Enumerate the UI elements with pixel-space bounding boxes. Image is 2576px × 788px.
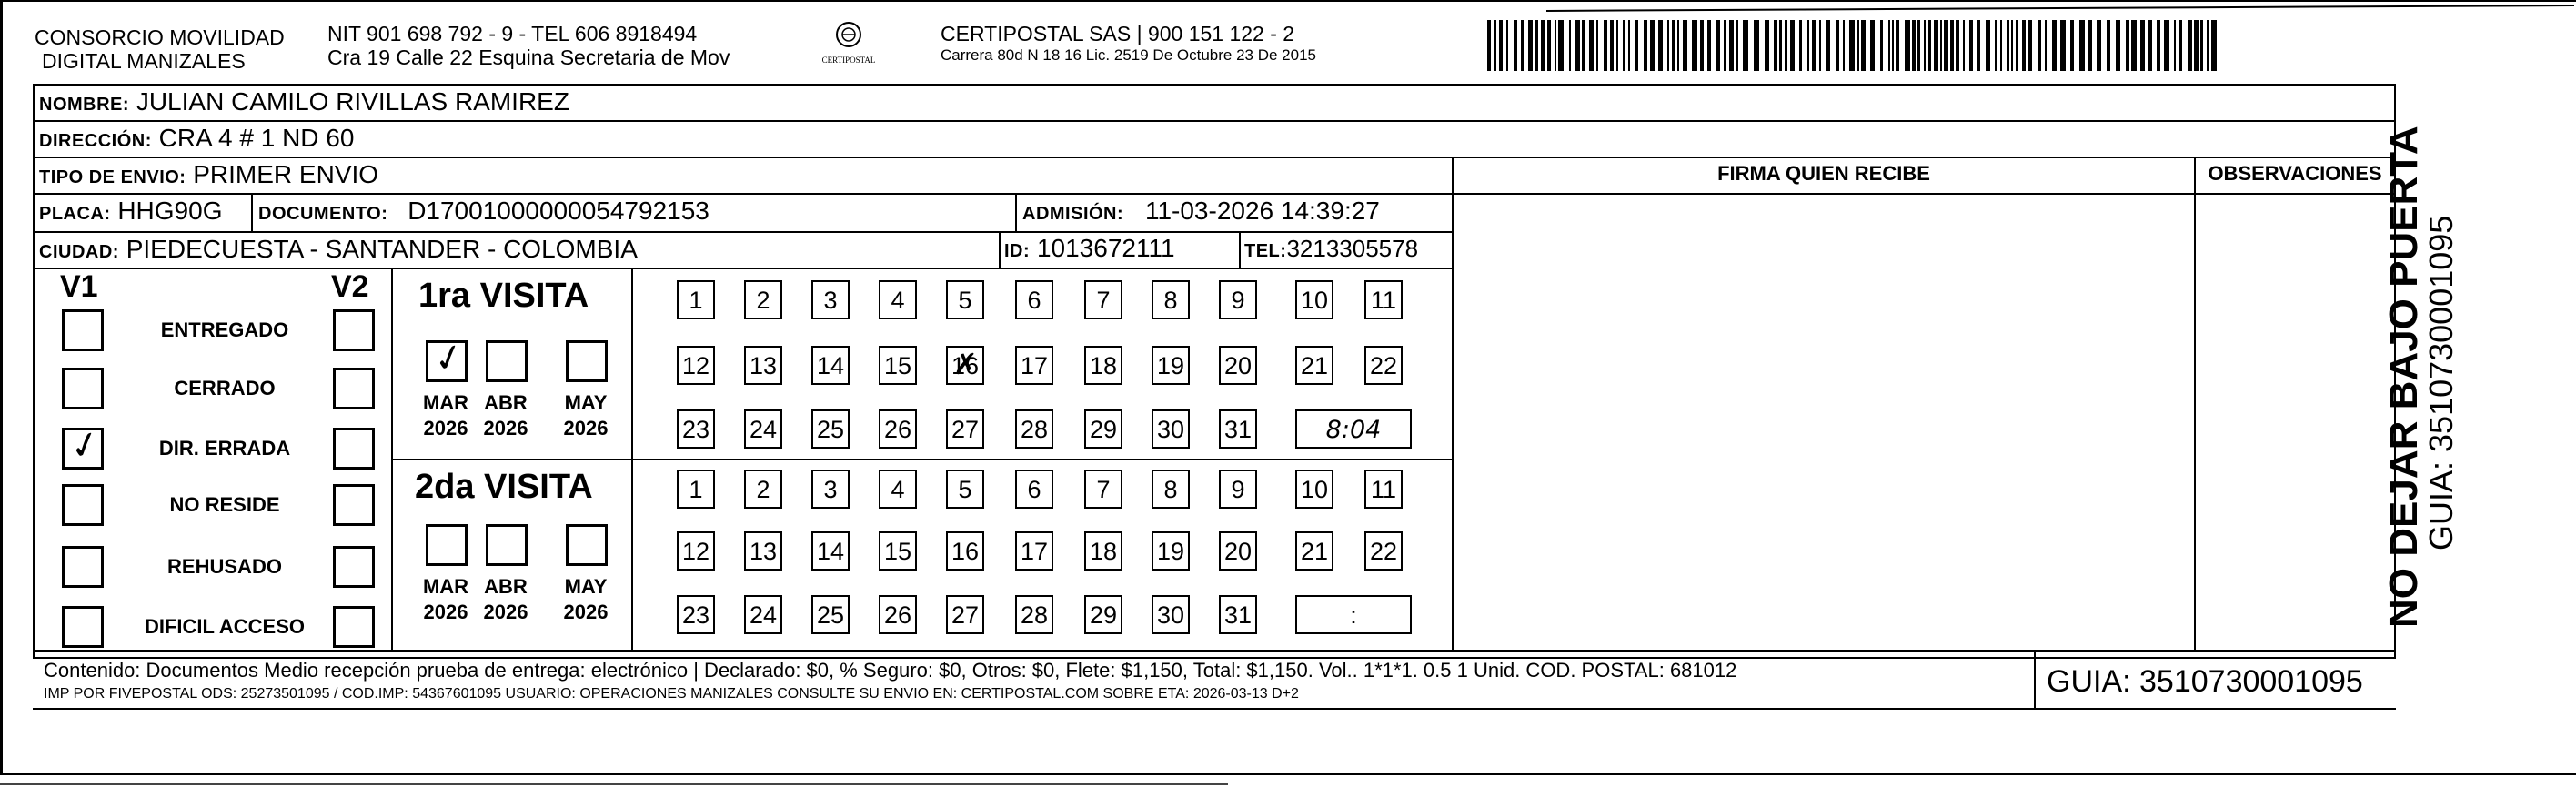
barcode-bar xyxy=(1924,20,1926,71)
certipostal-logo: CERTIPOSTAL xyxy=(817,20,880,65)
firma-area[interactable] xyxy=(1455,197,2192,650)
status-label: CERRADO xyxy=(174,377,276,399)
barcode-bar xyxy=(1826,20,1830,71)
barcode-bar xyxy=(2174,20,2176,71)
status-divider xyxy=(391,269,393,652)
admision-field: ADMISIÓN: 11-03-2026 14:39:27 xyxy=(1022,197,1380,225)
barcode-bar xyxy=(1672,20,1675,71)
barcode-bar xyxy=(1616,20,1618,71)
visita1-title: 1ra VISITA xyxy=(418,277,589,315)
visita2-day-box[interactable]: 7 xyxy=(1084,470,1122,509)
barcode-bar xyxy=(2070,20,2074,71)
visita2-day-box[interactable]: 29 xyxy=(1084,595,1122,634)
barcode-bar xyxy=(2000,20,2002,71)
barcode-bar xyxy=(1819,20,1821,71)
barcode-bar xyxy=(1912,20,1916,71)
visita1-day-box[interactable]: 7 xyxy=(1084,280,1122,319)
barcode-bar xyxy=(1729,20,1734,71)
barcode-bar xyxy=(1944,20,1948,71)
barcode-bar xyxy=(2157,20,2160,71)
barcode-bar xyxy=(2194,20,2199,71)
visita2-day-box[interactable]: 20 xyxy=(1219,531,1257,571)
barcode-bar xyxy=(1623,20,1625,71)
barcode-bar xyxy=(1765,20,1769,71)
barcode-bar xyxy=(1896,20,1899,71)
visita1-month-checkbox[interactable] xyxy=(426,340,468,382)
visita2-day-box[interactable]: 11 xyxy=(1364,470,1403,509)
visita1-year-label: 2026 xyxy=(563,417,609,439)
barcode-bar xyxy=(2131,20,2137,71)
visita1-day-box[interactable]: 6 xyxy=(1015,280,1053,319)
visita2-year-label: 2026 xyxy=(423,601,468,623)
barcode-bar xyxy=(1928,20,1931,71)
observaciones-area[interactable] xyxy=(2198,197,2392,650)
nombre-value: JULIAN CAMILO RIVILLAS RAMIREZ xyxy=(136,87,569,116)
visita2-day-box[interactable]: 21 xyxy=(1295,531,1333,571)
barcode-bar xyxy=(2022,20,2026,71)
v2-checkbox[interactable] xyxy=(333,309,375,351)
visita1-day-box[interactable]: 21 xyxy=(1295,346,1333,385)
status-label: DIFICIL ACCESO xyxy=(144,615,305,638)
visita1-day-box[interactable]: 24 xyxy=(744,409,782,449)
visita2-month-checkbox[interactable] xyxy=(486,524,528,566)
visita2-day-box[interactable]: 10 xyxy=(1295,470,1333,509)
v2-label: V2 xyxy=(331,269,369,304)
documento-value: D17001000000054792153 xyxy=(408,197,709,225)
visita2-day-box[interactable]: 22 xyxy=(1364,531,1403,571)
barcode-bar xyxy=(1610,20,1614,71)
barcode-bar xyxy=(1575,20,1580,71)
visita1-day-box[interactable]: 27 xyxy=(946,409,984,449)
visita1-day-box[interactable]: 10 xyxy=(1295,280,1333,319)
v2-checkbox[interactable] xyxy=(333,484,375,526)
no-dejar-bajo-puerta: NO DEJAR BAJO PUERTA xyxy=(2381,126,2426,628)
v2-checkbox[interactable] xyxy=(333,606,375,648)
barcode-bar xyxy=(1582,20,1585,71)
visita2-month-label: MAY xyxy=(564,575,608,598)
barcode-bar xyxy=(2011,20,2013,71)
tel-divider xyxy=(1239,233,1241,268)
visita1-day-box[interactable]: 14 xyxy=(811,346,850,385)
visita1-year-label: 2026 xyxy=(423,417,468,439)
visita2-day-box[interactable]: 26 xyxy=(879,595,917,634)
barcode-bar xyxy=(1650,20,1655,71)
barcode-bar xyxy=(2188,20,2192,71)
barcode-bar xyxy=(1555,20,1556,71)
barcode-bar xyxy=(1541,20,1545,71)
visita2-day-box[interactable]: 28 xyxy=(1015,595,1053,634)
barcode-bar xyxy=(2140,20,2145,71)
visita2-day-box[interactable]: 30 xyxy=(1152,595,1190,634)
visita1-month-checkbox[interactable] xyxy=(566,340,608,382)
barcode-bar xyxy=(1934,20,1938,71)
v1-checkbox[interactable] xyxy=(62,428,104,470)
barcode-bar xyxy=(2097,20,2101,71)
barcode-bar xyxy=(1774,20,1777,71)
placa-value: HHG90G xyxy=(117,197,223,225)
barcode-bar xyxy=(1785,20,1787,71)
visita1-month-checkbox[interactable] xyxy=(486,340,528,382)
visita1-day-box[interactable]: 16 ✗ xyxy=(946,346,984,385)
visita2-year-label: 2026 xyxy=(483,601,528,623)
visita2-month-checkbox[interactable] xyxy=(426,524,468,566)
row-nombre: NOMBRE: JULIAN CAMILO RIVILLAS RAMIREZ xyxy=(39,87,569,116)
tipo-value: PRIMER ENVIO xyxy=(193,160,379,188)
firma-column-divider xyxy=(1452,157,1454,652)
barcode-bar xyxy=(1861,20,1866,71)
barcode-bar xyxy=(1995,20,1997,71)
barcode-bar xyxy=(1892,20,1894,71)
visita1-day-box[interactable]: 12 xyxy=(677,346,715,385)
visita1-year-label: 2026 xyxy=(483,417,528,439)
v1-checkbox[interactable] xyxy=(62,484,104,526)
visita2-month-label: ABR xyxy=(484,575,528,598)
visita2-day-box[interactable]: 18 xyxy=(1084,531,1122,571)
barcode-bar xyxy=(1569,20,1571,71)
visita2-year-label: 2026 xyxy=(563,601,609,623)
visita1-day-box[interactable]: 26 xyxy=(879,409,917,449)
visita2-day-box[interactable]: 1 xyxy=(677,470,715,509)
barcode-bar xyxy=(2207,20,2209,71)
visita2-day-box[interactable]: 15 xyxy=(879,531,917,571)
visita2-day-box[interactable]: 27 xyxy=(946,595,984,634)
visita2-day-box[interactable]: 12 xyxy=(677,531,715,571)
barcode-bar xyxy=(1589,20,1594,71)
barcode-bar xyxy=(1604,20,1607,71)
barcode-bar xyxy=(1836,20,1839,71)
visita1-day-box[interactable]: 29 xyxy=(1084,409,1122,449)
visita1-day-box[interactable]: 15 xyxy=(879,346,917,385)
barcode-bar xyxy=(1888,20,1890,71)
barcode-bar xyxy=(1754,20,1759,71)
visita2-day-box[interactable]: 4 xyxy=(879,470,917,509)
tel-value: 3213305578 xyxy=(1286,235,1419,262)
visita1-day-box[interactable]: 3 xyxy=(811,280,850,319)
barcode-bar xyxy=(1963,20,1965,71)
barcode-bar xyxy=(2148,20,2152,71)
placa-divider xyxy=(251,195,253,231)
visita2-day-box[interactable]: 23 xyxy=(677,595,715,634)
barcode-bar xyxy=(2079,20,2085,71)
barcode-bar xyxy=(2038,20,2041,71)
visita1-day-box[interactable]: 17 xyxy=(1015,346,1053,385)
scan-bottom-smudge xyxy=(0,783,1228,785)
barcode-bar xyxy=(1596,20,1598,71)
barcode-bar xyxy=(2107,20,2110,71)
footer-contenido: Contenido: Documentos Medio recepción prueba de entrega: electrónico | Declarado: $0, % Seguro: $0, Otros: $0, Flete: $1,150, Total: $1,150. Vol.. 1*1*1. 0.5 1 Unid. COD. POSTAL: 681012 xyxy=(44,659,1737,682)
scan-top-border xyxy=(0,0,2576,2)
row-tipo: TIPO DE ENVIO: PRIMER ENVIO xyxy=(34,157,2395,191)
visita1-day-box[interactable]: 25 xyxy=(811,409,850,449)
visita-months-divider xyxy=(631,269,633,652)
barcode-bar xyxy=(1857,20,1859,71)
visita1-day-box[interactable]: 20 xyxy=(1219,346,1257,385)
barcode-bar xyxy=(1716,20,1720,71)
barcode-bar xyxy=(2007,20,2009,71)
barcode-bar xyxy=(1487,20,1491,71)
barcode-bar xyxy=(1658,20,1663,71)
visita2-day-box[interactable]: 16 xyxy=(946,531,984,571)
barcode-bar xyxy=(1677,20,1679,71)
barcode-bar xyxy=(1521,20,1524,71)
visita1-day-box[interactable]: 23 xyxy=(677,409,715,449)
v1-checkbox[interactable] xyxy=(62,368,104,409)
barcode-bar xyxy=(2116,20,2120,71)
visita1-day-box[interactable]: 5 xyxy=(946,280,984,319)
status-label: ENTREGADO xyxy=(160,318,289,341)
visita2-day-box[interactable]: 9 xyxy=(1219,470,1257,509)
barcode-bar xyxy=(1506,20,1508,71)
visita2-day-box[interactable]: 13 xyxy=(744,531,782,571)
visita2-day-box[interactable]: 6 xyxy=(1015,470,1053,509)
certipostal-logo-icon xyxy=(832,20,865,51)
barcode-bar xyxy=(1843,20,1845,71)
barcode-bar xyxy=(1635,20,1638,71)
barcode-bar xyxy=(1499,20,1503,71)
tel-field: TEL:3213305578 xyxy=(1244,235,1419,262)
visita1-day-box[interactable]: 22 xyxy=(1364,346,1403,385)
side-guia: GUIA: 3510730001095 xyxy=(2422,215,2460,551)
barcode-bar xyxy=(1683,20,1687,71)
visita1-day-box[interactable]: 28 xyxy=(1015,409,1053,449)
barcode-bar xyxy=(2164,20,2169,71)
firma-header-line xyxy=(1454,193,2394,195)
v2-checkbox[interactable] xyxy=(333,428,375,470)
visita1-day-box[interactable]: 31 xyxy=(1219,409,1257,449)
barcode-bar xyxy=(1807,20,1809,71)
barcode-bar xyxy=(1917,20,1920,71)
visita1-day-box[interactable]: 13 xyxy=(744,346,782,385)
barcode-bar xyxy=(1870,20,1875,71)
barcode-bar xyxy=(1790,20,1795,71)
visita2-day-box[interactable]: 2 xyxy=(744,470,782,509)
visita1-day-box[interactable]: 18 xyxy=(1084,346,1122,385)
barcode-bar xyxy=(1707,20,1711,71)
status-label: REHUSADO xyxy=(167,555,282,578)
barcode-bar xyxy=(1547,20,1551,71)
footer-imp: IMP POR FIVEPOSTAL ODS: 25273501095 / COD.IMP: 54367601095 USUARIO: OPERACIONES MANIZALES CONSULTE SU ENVIO EN: CERTIPOSTAL.COM SOBRE ETA: 2026-03-13 D+2 xyxy=(44,686,1299,702)
ciudad-value: PIEDECUESTA - SANTANDER - COLOMBIA xyxy=(126,235,638,263)
v1-label: V1 xyxy=(60,269,98,304)
observaciones-label: OBSERVACIONES xyxy=(2208,162,2382,185)
barcode-bar xyxy=(1494,20,1496,71)
visita2-day-box[interactable]: 31 xyxy=(1219,595,1257,634)
barcode-bar xyxy=(1799,20,1802,71)
visita1-day-box[interactable]: 9 xyxy=(1219,280,1257,319)
id-divider xyxy=(999,233,1001,268)
visita2-day-box[interactable]: 17 xyxy=(1015,531,1053,571)
row-placa: PLACA: HHG90G xyxy=(34,193,1453,227)
status-label: NO RESIDE xyxy=(169,493,280,516)
visita2-day-box[interactable]: 3 xyxy=(811,470,850,509)
barcode-bar xyxy=(1812,20,1816,71)
barcode-bar xyxy=(1779,20,1782,71)
barcode-bar xyxy=(2016,20,2018,71)
barcode xyxy=(1487,16,2224,75)
visita1-day-box[interactable]: 30 xyxy=(1152,409,1190,449)
barcode-bar xyxy=(2028,20,2032,71)
status-top-line xyxy=(33,268,1454,269)
v1-checkbox[interactable] xyxy=(62,606,104,648)
visita1-day-box[interactable]: 1 xyxy=(677,280,715,319)
footer-bottom-line xyxy=(33,708,2396,710)
visita1-month-label: MAR xyxy=(422,391,469,414)
visita2-day-box[interactable]: 24 xyxy=(744,595,782,634)
admision-value: 11-03-2026 14:39:27 xyxy=(1144,197,1380,225)
barcode-bar xyxy=(2052,20,2057,71)
v1-checkbox[interactable] xyxy=(62,546,104,588)
barcode-bar xyxy=(1558,20,1564,71)
v2-checkbox[interactable] xyxy=(333,546,375,588)
obs-column-divider xyxy=(2194,157,2196,652)
barcode-bar xyxy=(1950,20,1954,71)
barcode-bar xyxy=(1969,20,1973,71)
barcode-bar xyxy=(1743,20,1748,71)
certipostal-info: CERTIPOSTAL SAS | 900 151 122 - 2 Carrera 80d N 18 16 Lic. 2519 De Octubre 23 De 2015 xyxy=(941,22,1316,64)
barcode-bar xyxy=(1644,20,1647,71)
company-name: CONSORCIO MOVILIDAD DIGITAL MANIZALES xyxy=(35,25,285,73)
row-ciudad: CIUDAD: PIEDECUESTA - SANTANDER - COLOMBIA xyxy=(34,231,1453,266)
scan-bottom-border xyxy=(0,773,2576,775)
visita2-day-box[interactable]: 25 xyxy=(811,595,850,634)
barcode-bar xyxy=(1849,20,1855,71)
id-value: 1013672111 xyxy=(1036,234,1175,262)
company-nit: NIT 901 698 792 - 9 - TEL 606 8918494 Cra 19 Calle 22 Esquina Secretaria de Mov xyxy=(327,22,730,69)
firma-quien-recibe-label: FIRMA QUIEN RECIBE xyxy=(1717,162,1930,185)
visita2-day-box[interactable]: 5 xyxy=(946,470,984,509)
barcode-bar xyxy=(1986,20,1990,71)
barcode-bar xyxy=(1736,20,1738,71)
scan-edge-line xyxy=(1546,5,2574,12)
status-label: DIR. ERRADA xyxy=(158,437,291,460)
visita1-day-box[interactable]: 19 xyxy=(1152,346,1190,385)
barcode-bar xyxy=(1905,20,1910,71)
id-field: ID: 1013672111 xyxy=(1004,234,1175,262)
barcode-bar xyxy=(1692,20,1697,71)
v1-checkbox[interactable] xyxy=(62,309,104,351)
v2-checkbox[interactable] xyxy=(333,368,375,409)
visita1-day-box[interactable]: 11 xyxy=(1364,280,1403,319)
barcode-bar xyxy=(2211,20,2217,71)
footer-guia-divider xyxy=(2034,652,2036,708)
visita1-day-box[interactable]: 4 xyxy=(879,280,917,319)
barcode-bar xyxy=(1700,20,1704,71)
barcode-bar xyxy=(1514,20,1517,71)
visita2-month-label: MAR xyxy=(422,575,469,598)
visita1-month-label: ABR xyxy=(484,391,528,414)
barcode-bar xyxy=(2200,20,2203,71)
visita1-month-label: MAY xyxy=(564,391,608,414)
barcode-bar xyxy=(1535,20,1538,71)
visita2-day-box[interactable]: 8 xyxy=(1152,470,1190,509)
barcode-bar xyxy=(1880,20,1883,71)
barcode-bar xyxy=(1667,20,1669,71)
visita1-day-box[interactable]: 2 xyxy=(744,280,782,319)
row-direccion: DIRECCIÓN: CRA 4 # 1 ND 60 xyxy=(34,120,2395,155)
visita2-time-box[interactable]: : xyxy=(1295,595,1412,634)
barcode-bar xyxy=(1977,20,1980,71)
barcode-bar xyxy=(1956,20,1959,71)
barcode-bar xyxy=(2126,20,2129,71)
visita2-title: 2da VISITA xyxy=(415,468,593,506)
visita2-day-box[interactable]: 19 xyxy=(1152,531,1190,571)
barcode-bar xyxy=(2045,20,2047,71)
footer-top-line xyxy=(33,650,2396,652)
barcode-bar xyxy=(1724,20,1726,71)
scan-left-border xyxy=(0,0,3,773)
barcode-bar xyxy=(2179,20,2182,71)
visita-separator xyxy=(391,459,1454,460)
visita2-month-checkbox[interactable] xyxy=(566,524,608,566)
barcode-bar xyxy=(1940,20,1942,71)
barcode-bar xyxy=(2088,20,2092,71)
visita1-day-box[interactable]: 8 xyxy=(1152,280,1190,319)
visita2-day-box[interactable]: 14 xyxy=(811,531,850,571)
footer-guia: GUIA: 3510730001095 xyxy=(2047,664,2363,699)
visita1-time-box[interactable]: 8:04 xyxy=(1295,409,1412,449)
barcode-bar xyxy=(1628,20,1630,71)
documento-field: DOCUMENTO: D17001000000054792153 xyxy=(258,197,709,225)
barcode-bar xyxy=(2060,20,2066,71)
admision-divider xyxy=(1015,195,1017,231)
barcode-bar xyxy=(1528,20,1533,71)
direccion-value: CRA 4 # 1 ND 60 xyxy=(158,124,355,152)
